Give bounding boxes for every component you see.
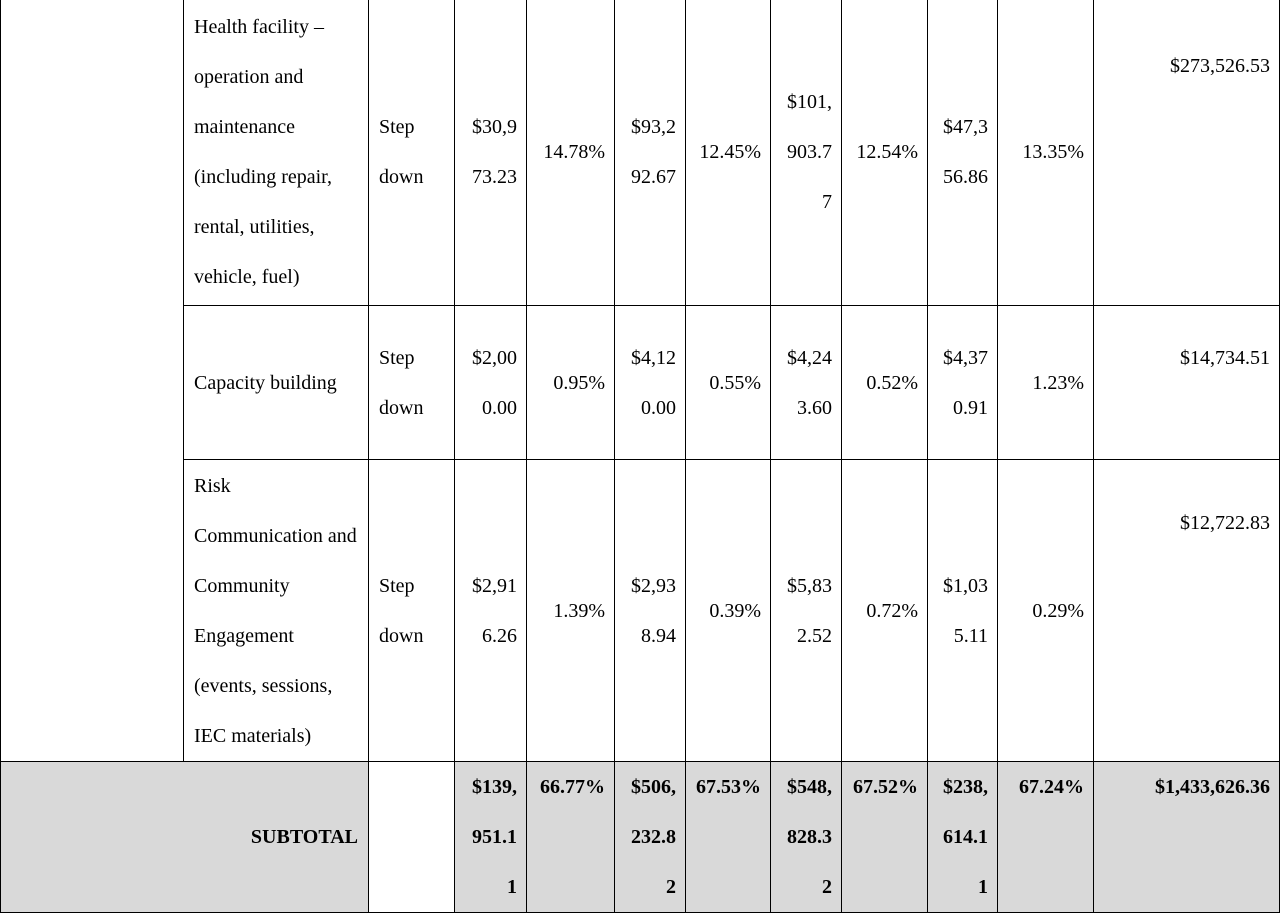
year3-amount-cell: $5,832.52 <box>771 460 842 762</box>
method-cell: Step down <box>369 460 455 762</box>
year2-amount-cell: $4,120.00 <box>615 306 686 460</box>
table-row <box>1 0 1280 306</box>
year1-amount-cell: $2,000.00 <box>455 306 527 460</box>
table-row <box>1 460 1280 762</box>
subtotal-year1-percent: 66.77% <box>527 762 615 913</box>
year3-amount-cell: $4,243.60 <box>771 306 842 460</box>
year3-percent-cell: 0.72% <box>842 460 928 762</box>
year4-amount-cell: $1,035.11 <box>928 460 998 762</box>
year1-percent-cell: 0.95% <box>527 306 615 460</box>
total-amount-cell: $273,526.53 <box>1094 0 1280 306</box>
year3-amount-cell: $101,903.77 <box>771 0 842 306</box>
category-cell <box>1 0 184 762</box>
subtotal-total-amount: $1,433,626.36 <box>1094 762 1280 913</box>
year1-percent-cell: 1.39% <box>527 460 615 762</box>
subtotal-year4-amount: $238,614.11 <box>928 762 998 913</box>
subtotal-row <box>1 762 1280 913</box>
subtotal-year2-percent: 67.53% <box>686 762 771 913</box>
activity-cell: Risk Communication and Community Engagement (events, sessions, IEC materials) <box>184 460 369 762</box>
subtotal-year1-amount: $139,951.11 <box>455 762 527 913</box>
method-cell: Step down <box>369 0 455 306</box>
year2-percent-cell: 0.55% <box>686 306 771 460</box>
year4-percent-cell: 1.23% <box>998 306 1094 460</box>
total-amount-cell: $14,734.51 <box>1094 306 1280 460</box>
subtotal-label: SUBTOTAL <box>1 762 369 913</box>
year1-percent-cell: 14.78% <box>527 0 615 306</box>
year4-amount-cell: $4,370.91 <box>928 306 998 460</box>
table-row <box>1 306 1280 460</box>
year3-percent-cell: 0.52% <box>842 306 928 460</box>
subtotal-year3-percent: 67.52% <box>842 762 928 913</box>
year2-amount-cell: $93,292.67 <box>615 0 686 306</box>
year4-percent-cell: 13.35% <box>998 0 1094 306</box>
subtotal-year4-percent: 67.24% <box>998 762 1094 913</box>
method-cell: Step down <box>369 306 455 460</box>
year1-amount-cell: $2,916.26 <box>455 460 527 762</box>
total-amount-cell: $12,722.83 <box>1094 460 1280 762</box>
year4-percent-cell: 0.29% <box>998 460 1094 762</box>
year2-amount-cell: $2,938.94 <box>615 460 686 762</box>
year4-amount-cell: $47,356.86 <box>928 0 998 306</box>
subtotal-year3-amount: $548,828.32 <box>771 762 842 913</box>
year1-amount-cell: $30,973.23 <box>455 0 527 306</box>
year3-percent-cell: 12.54% <box>842 0 928 306</box>
subtotal-method-cell <box>369 762 455 913</box>
year2-percent-cell: 0.39% <box>686 460 771 762</box>
activity-cell: Health facility – operation and maintenance (including repair, rental, utilities, vehicle, fuel) <box>184 0 369 306</box>
activity-cell: Capacity building <box>184 306 369 460</box>
subtotal-year2-amount: $506,232.82 <box>615 762 686 913</box>
year2-percent-cell: 12.45% <box>686 0 771 306</box>
